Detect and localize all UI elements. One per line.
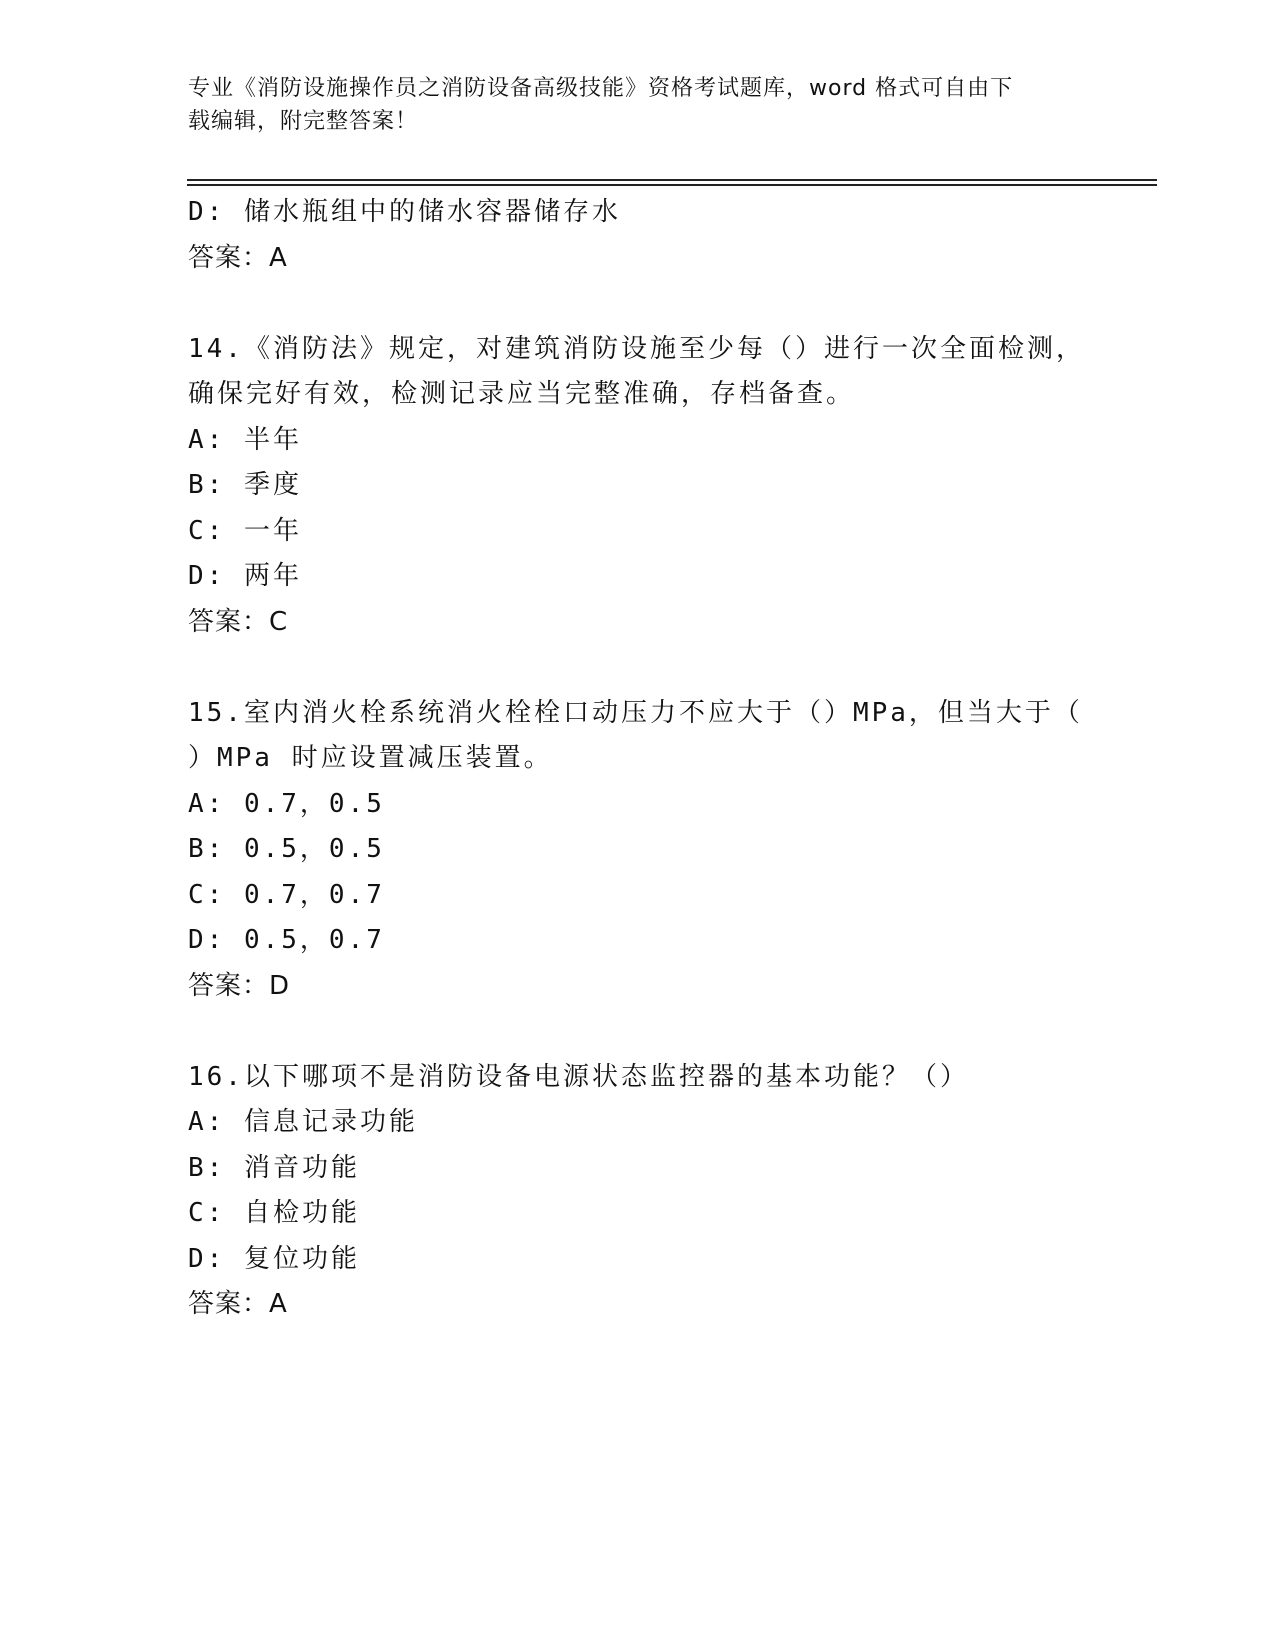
answer: 答案：D xyxy=(188,970,291,1001)
question-stem: 16.以下哪项不是消防设备电源状态监控器的基本功能？（） xyxy=(188,1061,969,1092)
option-d: D: 两年 xyxy=(188,561,302,591)
header-line-1: 专业《消防设施操作员之消防设备高级技能》资格考试题库，word 格式可自由下 xyxy=(188,76,1014,101)
option-d: D: 0.5，0.7 xyxy=(188,925,385,955)
option-b: B: 季度 xyxy=(188,470,302,500)
option-b: B: 0.5，0.5 xyxy=(188,834,385,864)
previous-question-tail xyxy=(188,190,1088,281)
header-line-2: 载编辑，附完整答案！ xyxy=(188,109,419,134)
question-stem: 14.《消防法》规定，对建筑消防设施至少每（）进行一次全面检测， xyxy=(188,333,1085,364)
question-14 xyxy=(188,327,1088,646)
header-divider-bottom xyxy=(187,184,1157,186)
question-stem: ）MPa 时应设置减压装置。 xyxy=(188,743,553,773)
option-d: D: 储水瓶组中的储水容器储存水 xyxy=(188,197,621,227)
option-c: C: 一年 xyxy=(188,515,302,546)
option-c: C: 自检功能 xyxy=(188,1198,360,1228)
question-stem: 15.室内消火栓系统消火栓栓口动压力不应大于（）MPa，但当大于（ xyxy=(188,697,1083,728)
question-stem: 确保完好有效，检测记录应当完整准确，存档备查。 xyxy=(188,379,856,409)
answer: 答案：C xyxy=(188,606,289,637)
option-d: D: 复位功能 xyxy=(188,1243,360,1274)
document-header xyxy=(188,72,1088,138)
answer: 答案：A xyxy=(188,242,288,273)
option-b: B: 消音功能 xyxy=(188,1152,360,1183)
answer: 答案：A xyxy=(188,1289,288,1319)
option-a: A: 0.7，0.5 xyxy=(188,788,385,819)
header-divider-top xyxy=(187,179,1157,181)
question-list xyxy=(188,190,1088,1328)
question-16 xyxy=(188,1055,1088,1328)
question-15 xyxy=(188,691,1088,1010)
option-a: A: 信息记录功能 xyxy=(188,1107,418,1137)
option-a: A: 半年 xyxy=(188,424,302,455)
option-c: C: 0.7，0.7 xyxy=(188,879,385,910)
